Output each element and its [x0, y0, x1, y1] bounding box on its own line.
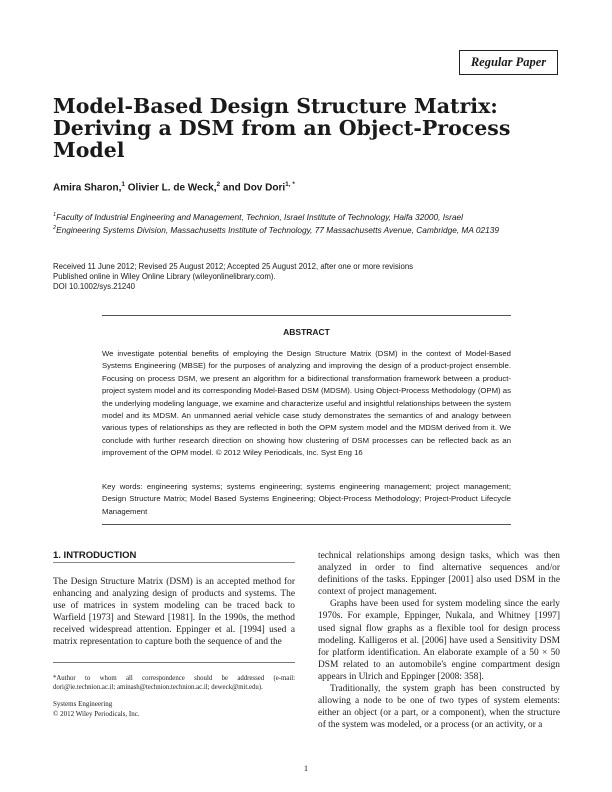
doi: DOI 10.1002/sys.21240 [53, 282, 135, 291]
affiliation-marker: 1 [53, 212, 57, 219]
abstract-bottom-rule [102, 524, 511, 525]
paragraph: Graphs have been used for system modeling since the early 1970s. For example, Eppinger, Nukala, and Whitney [1997] used signal flow graphs as a flexible tool for design process modeling. Kalligeros et al. [2006] have used a Sensitivity DSM for platform identification. An elaborate example of a 50 × 50 DSM related to an automobile's engine compartment design appears in Ulrich and Eppinger [2008: 358]. [318, 599, 560, 682]
paragraph: The Design Structure Matrix (DSM) is an accepted method for enhancing and analyzing design of products and systems. The use of matrices in system modeling can be traced back to Warfield [1973] and Steward [1981]. In the 1990s, the method received widespread attention. Eppinger et al. [1994] used a matrix representation to capture both the sequence of and the [53, 577, 295, 648]
section-heading: 1. INTRODUCTION [53, 550, 137, 561]
copyright: © 2012 Wiley Periodicals, Inc. [53, 709, 140, 718]
author-list [53, 181, 295, 193]
paper-title [53, 95, 533, 161]
affiliation [53, 212, 463, 222]
keywords: Key words: engineering systems; systems engineering; systems engineering management; project management; Design Structure Matrix; Model Based Systems Engineering; Object-Process Methodology; Project-Product Lifecycle Management [102, 482, 511, 516]
right-column [318, 550, 560, 731]
author-name: and Dov Dori [222, 182, 286, 194]
article-type-badge: Regular Paper [459, 50, 558, 75]
author-name: Olivier L. de Weck, [127, 182, 217, 194]
published-online: Published online in Wiley Online Library (wileyonlinelibrary.com). [53, 272, 276, 281]
title-line: Deriving a DSM from an Object-Process [53, 116, 511, 140]
affiliation [53, 225, 499, 235]
paragraph: technical relationships among design tasks, which was then analyzed in order to find alternative sequences and/or definitions of the tasks. Eppinger [2001] also used DSM in the context of project management. [318, 551, 560, 598]
affiliation-marker: 2 [53, 225, 57, 232]
correspondence-footnote: *Author to whom all correspondence should be addressed (e-mail: dori@ie.technion.ac.il; aminash@technion.technion.ac.il; deweck@mit.edu). [53, 675, 295, 692]
publication-history [53, 262, 413, 292]
page-number: 1 [303, 763, 309, 773]
affiliation-text: Faculty of Industrial Engineering and Management, Technion, Israel Institute of Technology, Haifa 32000, Israel [56, 212, 464, 222]
journal-info [53, 700, 140, 719]
title-line: Model [53, 138, 125, 162]
author-name: Amira Sharon, [53, 182, 122, 194]
abstract-body: We investigate potential benefits of employing the Design Structure Matrix (DSM) in the context of Model-Based Systems Engineering (MBSE) for the purposes of analyzing and improving the design of a product-project ensemble. Focusing on process DSM, we present an algorithm for a bidirectional transformation framework between a product-project system model and its corresponding Model-Based DSM (MDSM). Using Object-Process Methodology (OPM) as the underlying modeling language, we examine and characterize useful and insightful relationships between the system model and its MDSM. An unmanned aerial vehicle case study demonstrates the semantics of and analogy between various types of relationships as they are reflected in both the OPM system model and the MDSM derived from it. We conclude with further research direction on showing how clustering of DSM processes can be reflected back as an improvement of the OPM model. © 2012 Wiley Periodicals, Inc. Syst Eng 16 [102, 349, 511, 458]
author-affil-marker: 1, * [285, 181, 295, 188]
abstract-top-rule [102, 315, 511, 316]
author-affil-marker: 2 [216, 181, 221, 188]
left-column [53, 576, 295, 649]
footnote-rule [53, 662, 295, 663]
section-heading-rule [53, 562, 295, 563]
paragraph: Traditionally, the system graph has been constructed by allowing a node to be one of two types of system elements: either an object (or a part, or a component), when the structure of the system was modeled, or a process (or an activity, or a [318, 684, 560, 731]
journal-name: Systems Engineering [53, 700, 113, 708]
title-line: Model-Based Design Structure Matrix: [53, 94, 498, 118]
received-dates: Received 11 June 2012; Revised 25 August 2012; Accepted 25 August 2012, after one or more revisions [53, 262, 414, 271]
author-affil-marker: 1 [121, 181, 125, 188]
affiliation-text: Engineering Systems Division, Massachusetts Institute of Technology, 77 Massachusetts Avenue, Cambridge, MA 02139 [56, 225, 499, 235]
abstract-heading: ABSTRACT [283, 327, 330, 337]
